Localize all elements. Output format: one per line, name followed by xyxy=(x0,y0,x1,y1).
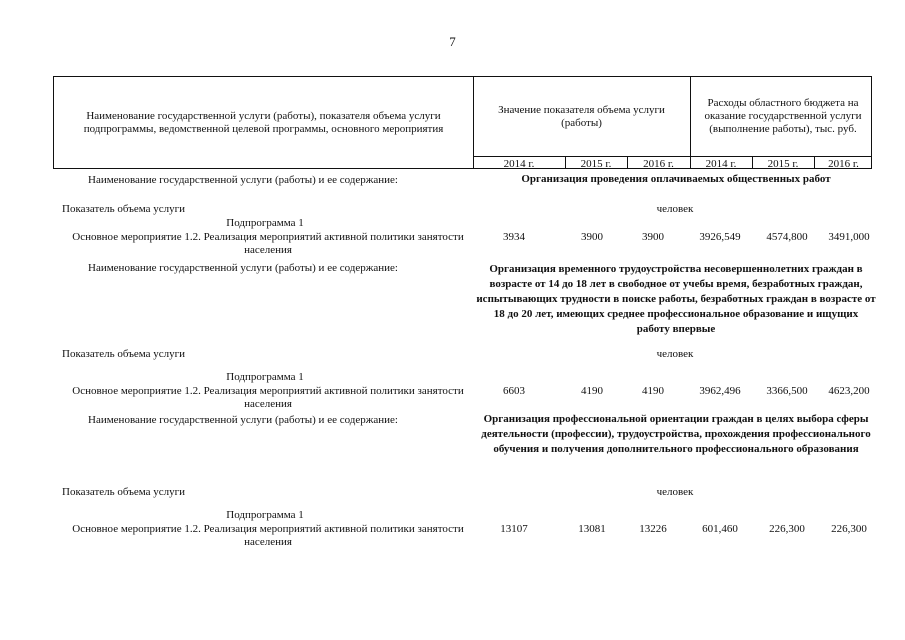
header-table xyxy=(53,76,872,169)
value-cell: 601,460 xyxy=(702,523,738,535)
indicator-label: Показатель объема услуги xyxy=(62,348,186,360)
subprogram: Подпрограмма 1 xyxy=(226,509,304,521)
year-header: 2015 г. xyxy=(580,157,612,170)
service-name: Организация временного трудоустройства несовершеннолетних граждан в возрасте от 14 до 18 лет в свободное от учебы время, безработных граждан, испытывающих трудности в поиске работы, безработных граждан в возрасте от 18 до 20 лет, имеющих среднее профессиональное образование и ищущих работу впервые xyxy=(476,263,876,335)
service-label: Наименование государственной услуги (работы) и ее содержание: xyxy=(88,414,398,426)
service-name: Организация профессиональной ориентации граждан в целях выбора сферы деятельности (профессии), трудоустройства, прохождения профессионального обучения и получения дополнительного профессионального образования xyxy=(481,413,871,455)
value-cell: 13226 xyxy=(639,523,667,535)
value-cell: 6603 xyxy=(503,385,525,397)
value-cell: 226,300 xyxy=(769,523,805,535)
measure: Основное мероприятие 1.2. Реализация мероприятий активной политики занятости населения xyxy=(72,231,464,256)
value-cell: 13081 xyxy=(578,523,606,535)
value-cell: 4190 xyxy=(581,385,603,397)
value-cell: 3366,500 xyxy=(766,385,808,397)
page-number: 7 xyxy=(449,34,456,49)
value-cell: 3900 xyxy=(642,231,664,243)
unit: человек xyxy=(656,348,694,360)
value-cell: 3934 xyxy=(503,231,525,243)
indicator-label: Показатель объема услуги xyxy=(62,203,186,215)
value-cell: 4574,800 xyxy=(766,231,808,243)
value-cell: 13107 xyxy=(500,523,528,535)
service-label: Наименование государственной услуги (работы) и ее содержание: xyxy=(88,262,398,274)
service-label: Наименование государственной услуги (работы) и ее содержание: xyxy=(88,174,398,186)
year-header: 2016 г. xyxy=(828,157,859,170)
indicator-label: Показатель объема услуги xyxy=(62,486,186,498)
divider xyxy=(473,77,474,168)
measure: Основное мероприятие 1.2. Реализация мероприятий активной политики занятости населения xyxy=(72,523,464,548)
measure: Основное мероприятие 1.2. Реализация мероприятий активной политики занятости населения xyxy=(72,385,464,410)
header-col-expenses: Расходы областного бюджета на оказание государственной услуги (выполнение работы), тыс. руб. xyxy=(704,97,862,135)
value-cell: 4623,200 xyxy=(828,385,870,397)
year-header: 2016 г. xyxy=(643,157,674,170)
header-col-value: Значение показателя объема услуги (работы) xyxy=(498,103,665,129)
subprogram: Подпрограмма 1 xyxy=(226,371,304,383)
value-cell: 3900 xyxy=(581,231,603,243)
divider xyxy=(690,77,691,168)
value-cell: 3962,496 xyxy=(699,385,741,397)
year-header: 2014 г. xyxy=(503,157,535,170)
value-cell: 3491,000 xyxy=(828,231,870,243)
unit: человек xyxy=(656,486,694,498)
unit: человек xyxy=(656,203,694,215)
value-cell: 3926,549 xyxy=(699,231,741,243)
value-cell: 4190 xyxy=(642,385,664,397)
service-name: Организация проведения оплачиваемых общественных работ xyxy=(521,173,831,185)
value-cell: 226,300 xyxy=(831,523,867,535)
year-header: 2014 г. xyxy=(705,157,737,170)
header-col-name: Наименование государственной услуги (работы), показателя объема услуги подпрограммы, ведомственной целевой программы, основного мероприятия xyxy=(83,110,444,135)
subprogram: Подпрограмма 1 xyxy=(226,217,304,229)
year-header: 2015 г. xyxy=(767,157,799,170)
